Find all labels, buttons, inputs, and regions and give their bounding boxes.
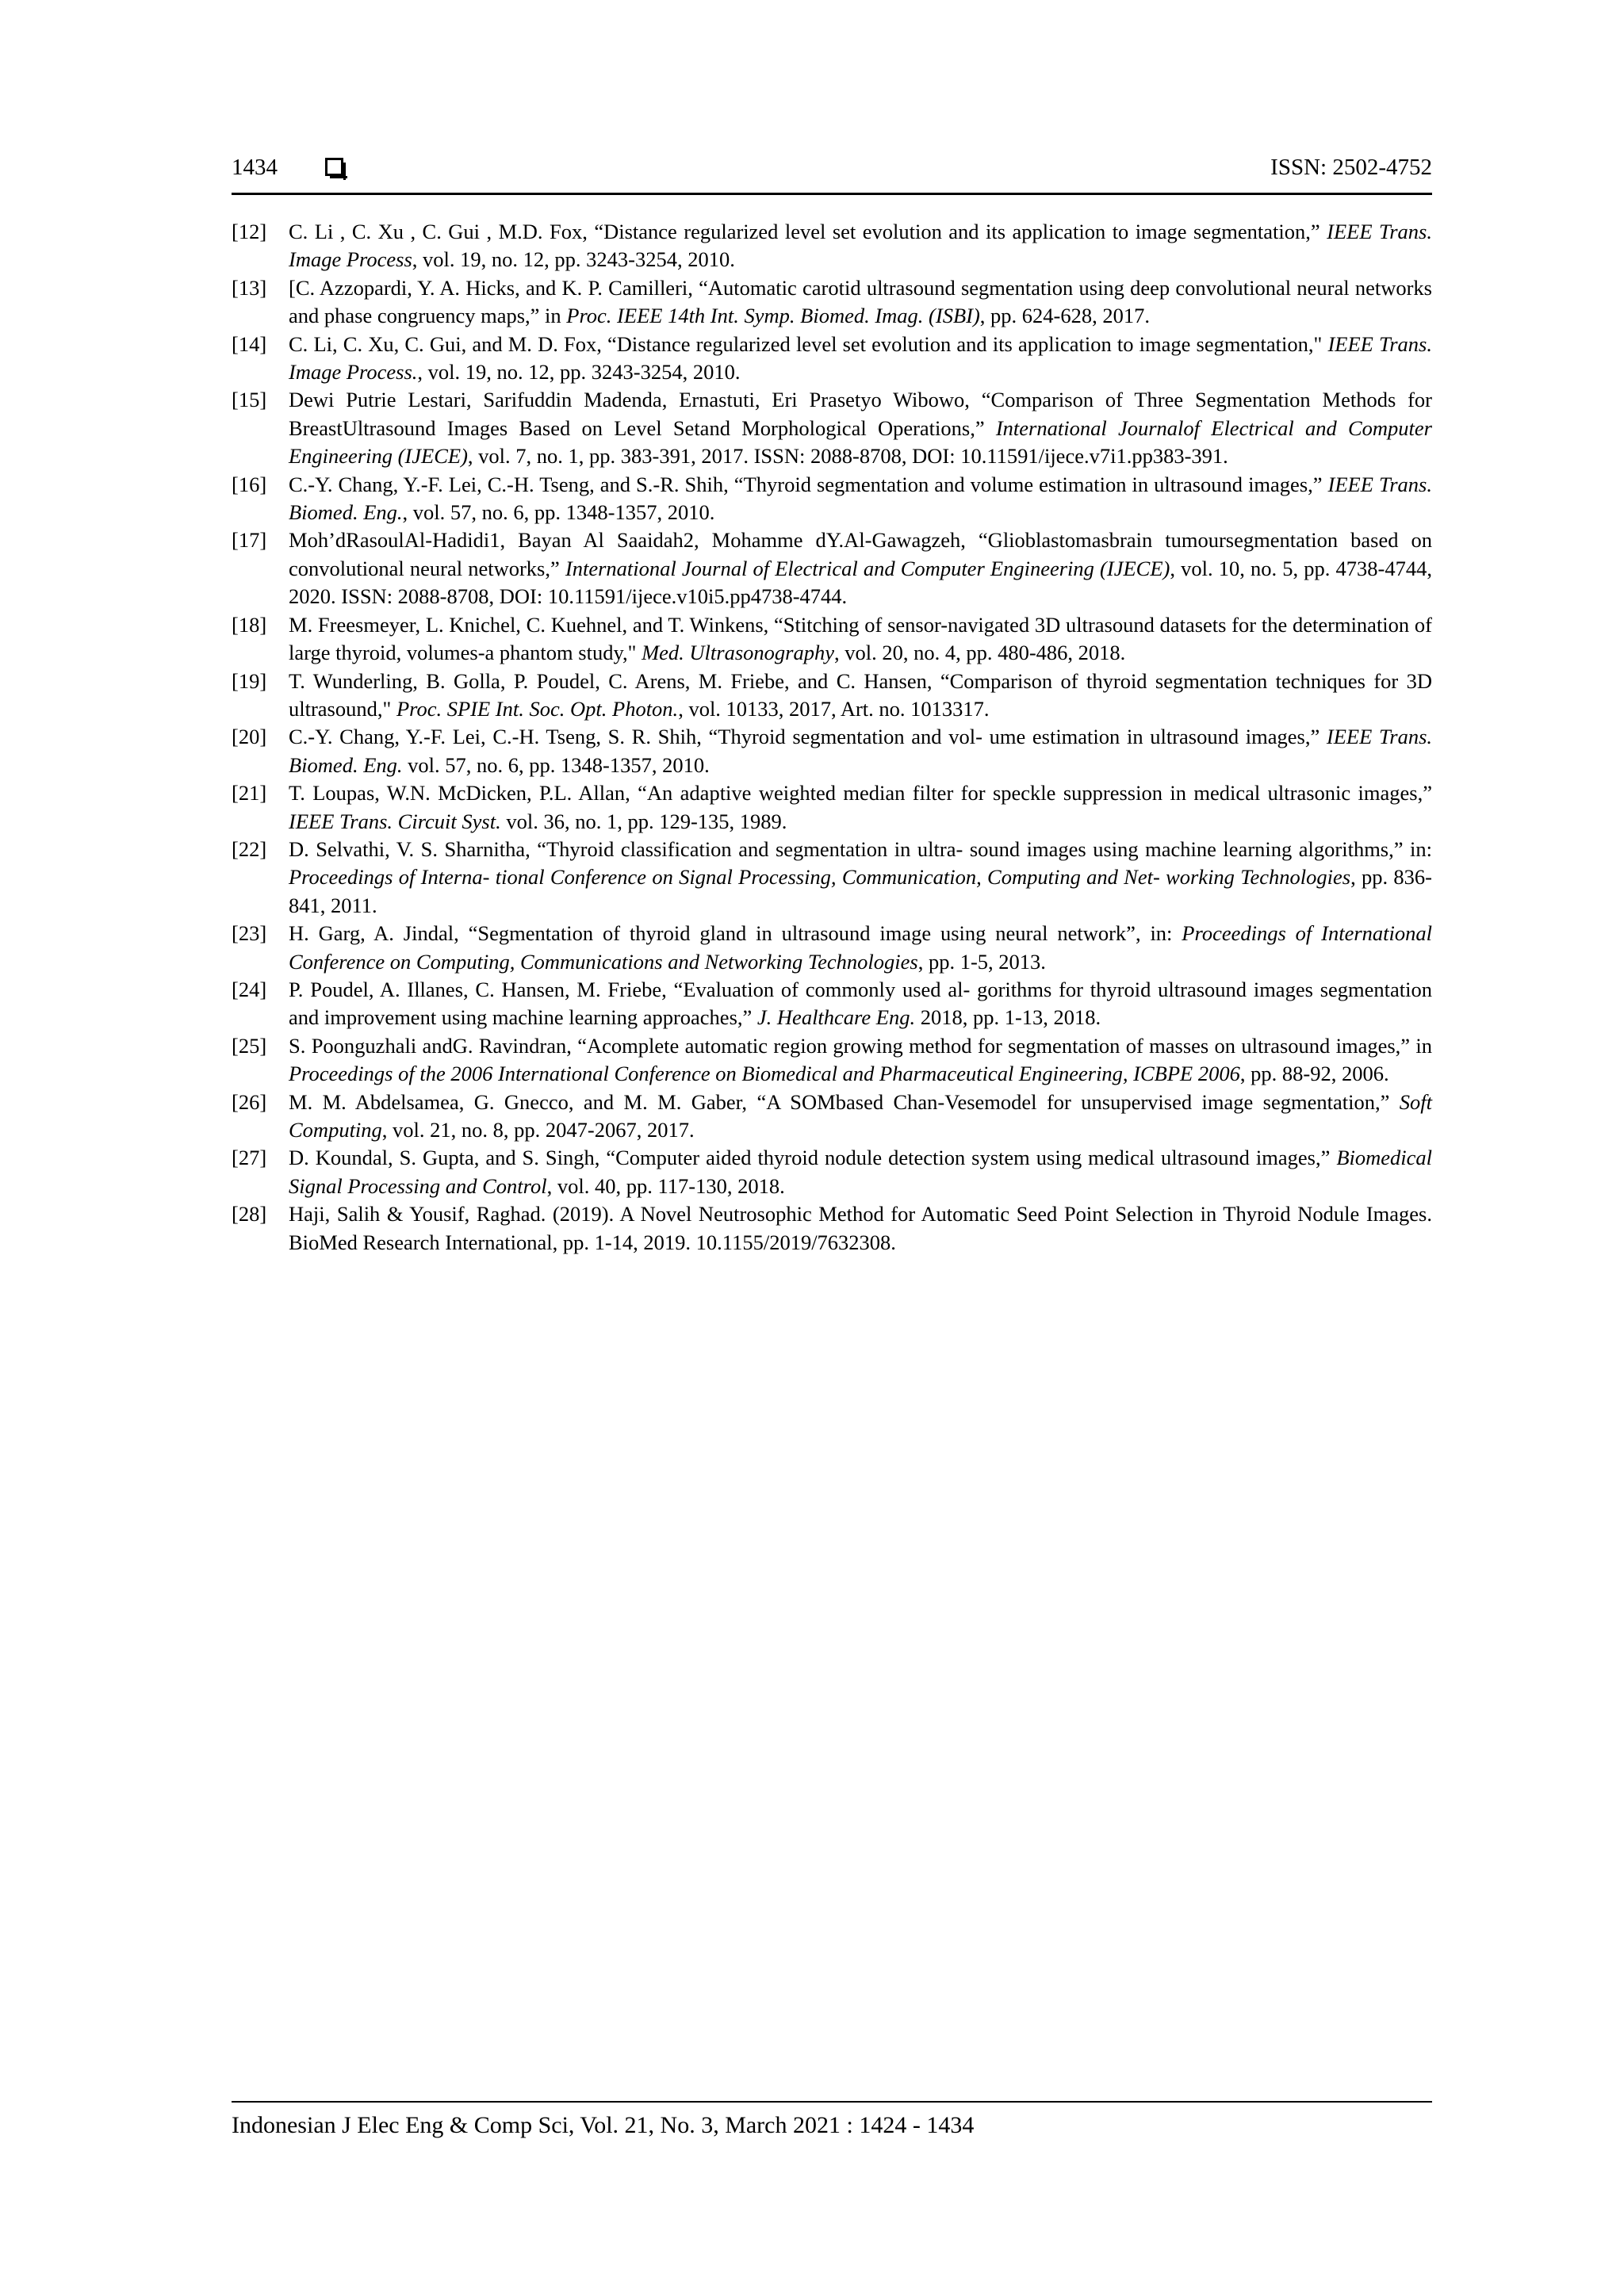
reference-text bbox=[289, 386, 1432, 470]
reference-venue: Biomedical Signal Processing and Control bbox=[289, 1146, 1432, 1198]
reference-text bbox=[289, 836, 1432, 920]
reference-text-segment: D. Koundal, S. Gupta, and S. Singh, “Computer aided thyroid nodule detection system using medical ultrasound images,” bbox=[289, 1146, 1337, 1170]
reference-number: [13] bbox=[232, 275, 267, 300]
reference-item bbox=[232, 1032, 1432, 1089]
reference-number: [12] bbox=[232, 220, 267, 243]
reference-text bbox=[289, 274, 1432, 331]
square-bullet-icon bbox=[325, 158, 343, 176]
reference-venue: IEEE Trans. Image Process bbox=[289, 220, 1432, 272]
page-number: 1434 bbox=[232, 155, 278, 180]
reference-number: [14] bbox=[232, 331, 267, 356]
reference-text-segment: , vol. 7, no. 1, pp. 383-391, 2017. ISSN: 2088-8708, DOI: 10.11591/ijece.v7i1.pp383-391. bbox=[467, 444, 1228, 469]
reference-item bbox=[232, 920, 1432, 976]
reference-number: [20] bbox=[232, 725, 267, 749]
reference-text-segment: , vol. 57, no. 6, pp. 1348-1357, 2010. bbox=[402, 500, 715, 525]
reference-text bbox=[289, 1200, 1432, 1257]
page-header bbox=[232, 155, 1432, 193]
reference-text bbox=[289, 331, 1432, 387]
reference-text-segment: M. M. Abdelsamea, G. Gnecco, and M. M. Gaber, “A SOMbased Chan-Vesemodel for unsupervised image segmentation,” bbox=[289, 1089, 1400, 1114]
reference-text-segment: vol. 57, no. 6, pp. 1348-1357, 2010. bbox=[402, 752, 710, 777]
reference-item bbox=[232, 1144, 1432, 1200]
reference-number: [23] bbox=[232, 921, 267, 946]
reference-item bbox=[232, 1089, 1432, 1145]
reference-item bbox=[232, 611, 1432, 668]
reference-text-segment: vol. 36, no. 1, pp. 129-135, 1989. bbox=[500, 809, 787, 833]
reference-text-segment: , vol. 40, pp. 117-130, 2018. bbox=[546, 1173, 785, 1198]
reference-text-segment: , vol. 19, no. 12, pp. 3243-3254, 2010. bbox=[412, 247, 735, 272]
reference-text-segment: , pp. 624-628, 2017. bbox=[979, 304, 1150, 328]
reference-text bbox=[289, 920, 1432, 976]
reference-item bbox=[232, 218, 1432, 274]
reference-text-segment: T. Loupas, W.N. McDicken, P.L. Allan, “An adaptive weighted median filter for speckle suppression in medical ultrasonic images,” bbox=[289, 781, 1432, 806]
reference-text bbox=[289, 218, 1432, 274]
reference-text-segment: T. Wunderling, B. Golla, P. Poudel, C. Arens, M. Friebe, and C. Hansen, “Comparison of thyroid segmentation techniques for 3D ultrasound," bbox=[289, 668, 1432, 721]
reference-number: [15] bbox=[232, 388, 267, 412]
reference-text-segment: , pp. 836-841, 2011. bbox=[289, 865, 1433, 917]
reference-number: [17] bbox=[232, 528, 267, 553]
reference-text bbox=[289, 668, 1432, 724]
reference-list bbox=[232, 218, 1432, 1257]
reference-text bbox=[289, 1032, 1432, 1089]
reference-venue: J. Healthcare Eng. bbox=[756, 1005, 916, 1030]
reference-item bbox=[232, 331, 1432, 387]
reference-text-segment: , pp. 1-5, 2013. bbox=[917, 949, 1046, 974]
reference-number: [25] bbox=[232, 1033, 267, 1058]
reference-text-segment: C. Li , C. Xu , C. Gui , M.D. Fox, “Distance regularized level set evolution and its application to image segmentation,” bbox=[289, 220, 1327, 243]
reference-text-segment: , pp. 88-92, 2006. bbox=[1239, 1062, 1389, 1086]
reference-number: [18] bbox=[232, 612, 267, 637]
footer-divider bbox=[232, 2101, 1432, 2103]
reference-venue: Proceedings of International Conference on Computing, Communications and Networking Technologies bbox=[289, 921, 1432, 974]
reference-item bbox=[232, 471, 1432, 527]
reference-text-segment: Haji, Salih & Yousif, Raghad. (2019). A Novel Neutrosophic Method for Automatic Seed Point Selection in Thyroid Nodule Images. BioMed Research International, pp. 1-14, 2019. 10.1155/2019/7632308. bbox=[289, 1202, 1432, 1254]
reference-text-segment: , vol. 10, no. 5, pp. 4738-4744, 2020. ISSN: 2088-8708, DOI: 10.11591/ijece.v10i5.pp4738-4744. bbox=[289, 556, 1432, 609]
reference-item bbox=[232, 976, 1432, 1032]
reference-text bbox=[289, 471, 1432, 527]
reference-venue: IEEE Trans. Biomed. Eng. bbox=[289, 725, 1433, 777]
reference-venue: Soft Computing bbox=[289, 1089, 1432, 1142]
reference-text-segment: P. Poudel, A. Illanes, C. Hansen, M. Friebe, “Evaluation of commonly used al- gorithms for thyroid ultrasound images segmentation and improvement using machine learning approaches,” bbox=[289, 977, 1432, 1030]
reference-text-segment: 2018, pp. 1-13, 2018. bbox=[915, 1005, 1101, 1030]
reference-text-segment: [C. Azzopardi, Y. A. Hicks, and K. P. Camilleri, “Automatic carotid ultrasound segmentation using deep convolutional neural networks and phase congruency maps,” in bbox=[289, 275, 1432, 328]
reference-text-segment: , vol. 21, no. 8, pp. 2047-2067, 2017. bbox=[381, 1118, 695, 1142]
reference-text bbox=[289, 723, 1432, 779]
journal-footer: Indonesian J Elec Eng & Comp Sci, Vol. 21, No. 3, March 2021 : 1424 - 1434 bbox=[232, 2112, 975, 2138]
issn-label: ISSN: 2502-4752 bbox=[1270, 155, 1432, 180]
reference-venue: IEEE Trans. Image Process. bbox=[289, 331, 1432, 385]
reference-item bbox=[232, 386, 1432, 470]
reference-number: [26] bbox=[232, 1089, 267, 1114]
reference-venue: Proc. SPIE Int. Soc. Opt. Photon. bbox=[396, 696, 679, 721]
reference-item bbox=[232, 779, 1432, 836]
reference-text-segment: S. Poonguzhali andG. Ravindran, “Acomplete automatic region growing method for segmentation of masses on ultrasound images,” in bbox=[289, 1033, 1432, 1058]
reference-number: [21] bbox=[232, 781, 267, 806]
reference-item bbox=[232, 836, 1432, 920]
reference-item bbox=[232, 723, 1432, 779]
reference-text bbox=[289, 611, 1432, 668]
reference-text bbox=[289, 976, 1432, 1032]
reference-venue: Proceedings of the 2006 International Conference on Biomedical and Pharmaceutical Engineering, ICBPE 2006 bbox=[289, 1062, 1240, 1086]
reference-item bbox=[232, 668, 1432, 724]
reference-venue: IEEE Trans. Biomed. Eng. bbox=[289, 472, 1432, 525]
reference-text-segment: , vol. 19, no. 12, pp. 3243-3254, 2010. bbox=[417, 360, 741, 385]
reference-text bbox=[289, 1089, 1432, 1145]
reference-text-segment: C. Li, C. Xu, C. Gui, and M. D. Fox, “Distance regularized level set evolution and its application to image segmentation," bbox=[289, 331, 1328, 356]
reference-item bbox=[232, 526, 1432, 610]
reference-text-segment: , vol. 10133, 2017, Art. no. 1013317. bbox=[678, 696, 990, 721]
reference-text-segment: M. Freesmeyer, L. Knichel, C. Kuehnel, and T. Winkens, “Stitching of sensor-navigated 3D ultrasound datasets for the determination of large thyroid, volumes-a phantom study," bbox=[289, 612, 1432, 665]
reference-venue: International Journal of Electrical and Computer Engineering (IJECE) bbox=[565, 556, 1170, 580]
reference-item bbox=[232, 274, 1432, 331]
reference-item bbox=[232, 1200, 1432, 1257]
reference-number: [19] bbox=[232, 668, 267, 693]
reference-number: [28] bbox=[232, 1202, 267, 1226]
reference-text-segment: Moh’dRasoulAl-Hadidi1, Bayan Al Saaidah2, Mohamme dY.Al-Gawagzeh, “Glioblastomasbrain tumoursegmentation based on convolutional neural networks,” bbox=[289, 528, 1432, 580]
reference-number: [24] bbox=[232, 977, 267, 1001]
reference-text-segment: H. Garg, A. Jindal, “Segmentation of thyroid gland in ultrasound image using neural network”, in: bbox=[289, 921, 1182, 946]
reference-text-segment: Dewi Putrie Lestari, Sarifuddin Madenda, Ernastuti, Eri Prasetyo Wibowo, “Comparison of Three Segmentation Methods for BreastUltrasound Images Based on Level Setand Morphological Operations,” bbox=[289, 388, 1432, 440]
reference-venue: Med. Ultrasonography bbox=[642, 641, 834, 665]
reference-text bbox=[289, 779, 1432, 836]
reference-number: [16] bbox=[232, 472, 267, 496]
reference-text-segment: C.-Y. Chang, Y.-F. Lei, C.-H. Tseng, and S.-R. Shih, “Thyroid segmentation and volume estimation in ultrasound images,” bbox=[289, 472, 1328, 496]
reference-number: [22] bbox=[232, 836, 267, 861]
reference-venue: IEEE Trans. Circuit Syst. bbox=[289, 809, 501, 833]
reference-venue: International Journalof Electrical and Computer Engineering (IJECE) bbox=[289, 415, 1432, 469]
reference-venue: Proc. IEEE 14th Int. Symp. Biomed. Imag. (ISBI) bbox=[566, 304, 980, 328]
reference-number: [27] bbox=[232, 1146, 267, 1170]
reference-text bbox=[289, 1144, 1432, 1200]
reference-venue: Proceedings of Interna- tional Conference on Signal Processing, Communication, Computing and Net- working Technologies bbox=[289, 865, 1351, 890]
reference-text-segment: C.-Y. Chang, Y.-F. Lei, C.-H. Tseng, S. R. Shih, “Thyroid segmentation and vol- ume estimation in ultrasound images,” bbox=[289, 725, 1327, 749]
header-divider bbox=[232, 193, 1432, 195]
reference-text-segment: , vol. 20, no. 4, pp. 480-486, 2018. bbox=[833, 641, 1126, 665]
reference-text-segment: D. Selvathi, V. S. Sharnitha, “Thyroid classification and segmentation in ultra- sound images using machine learning algorithms,” in: bbox=[289, 836, 1432, 861]
reference-text bbox=[289, 526, 1432, 610]
